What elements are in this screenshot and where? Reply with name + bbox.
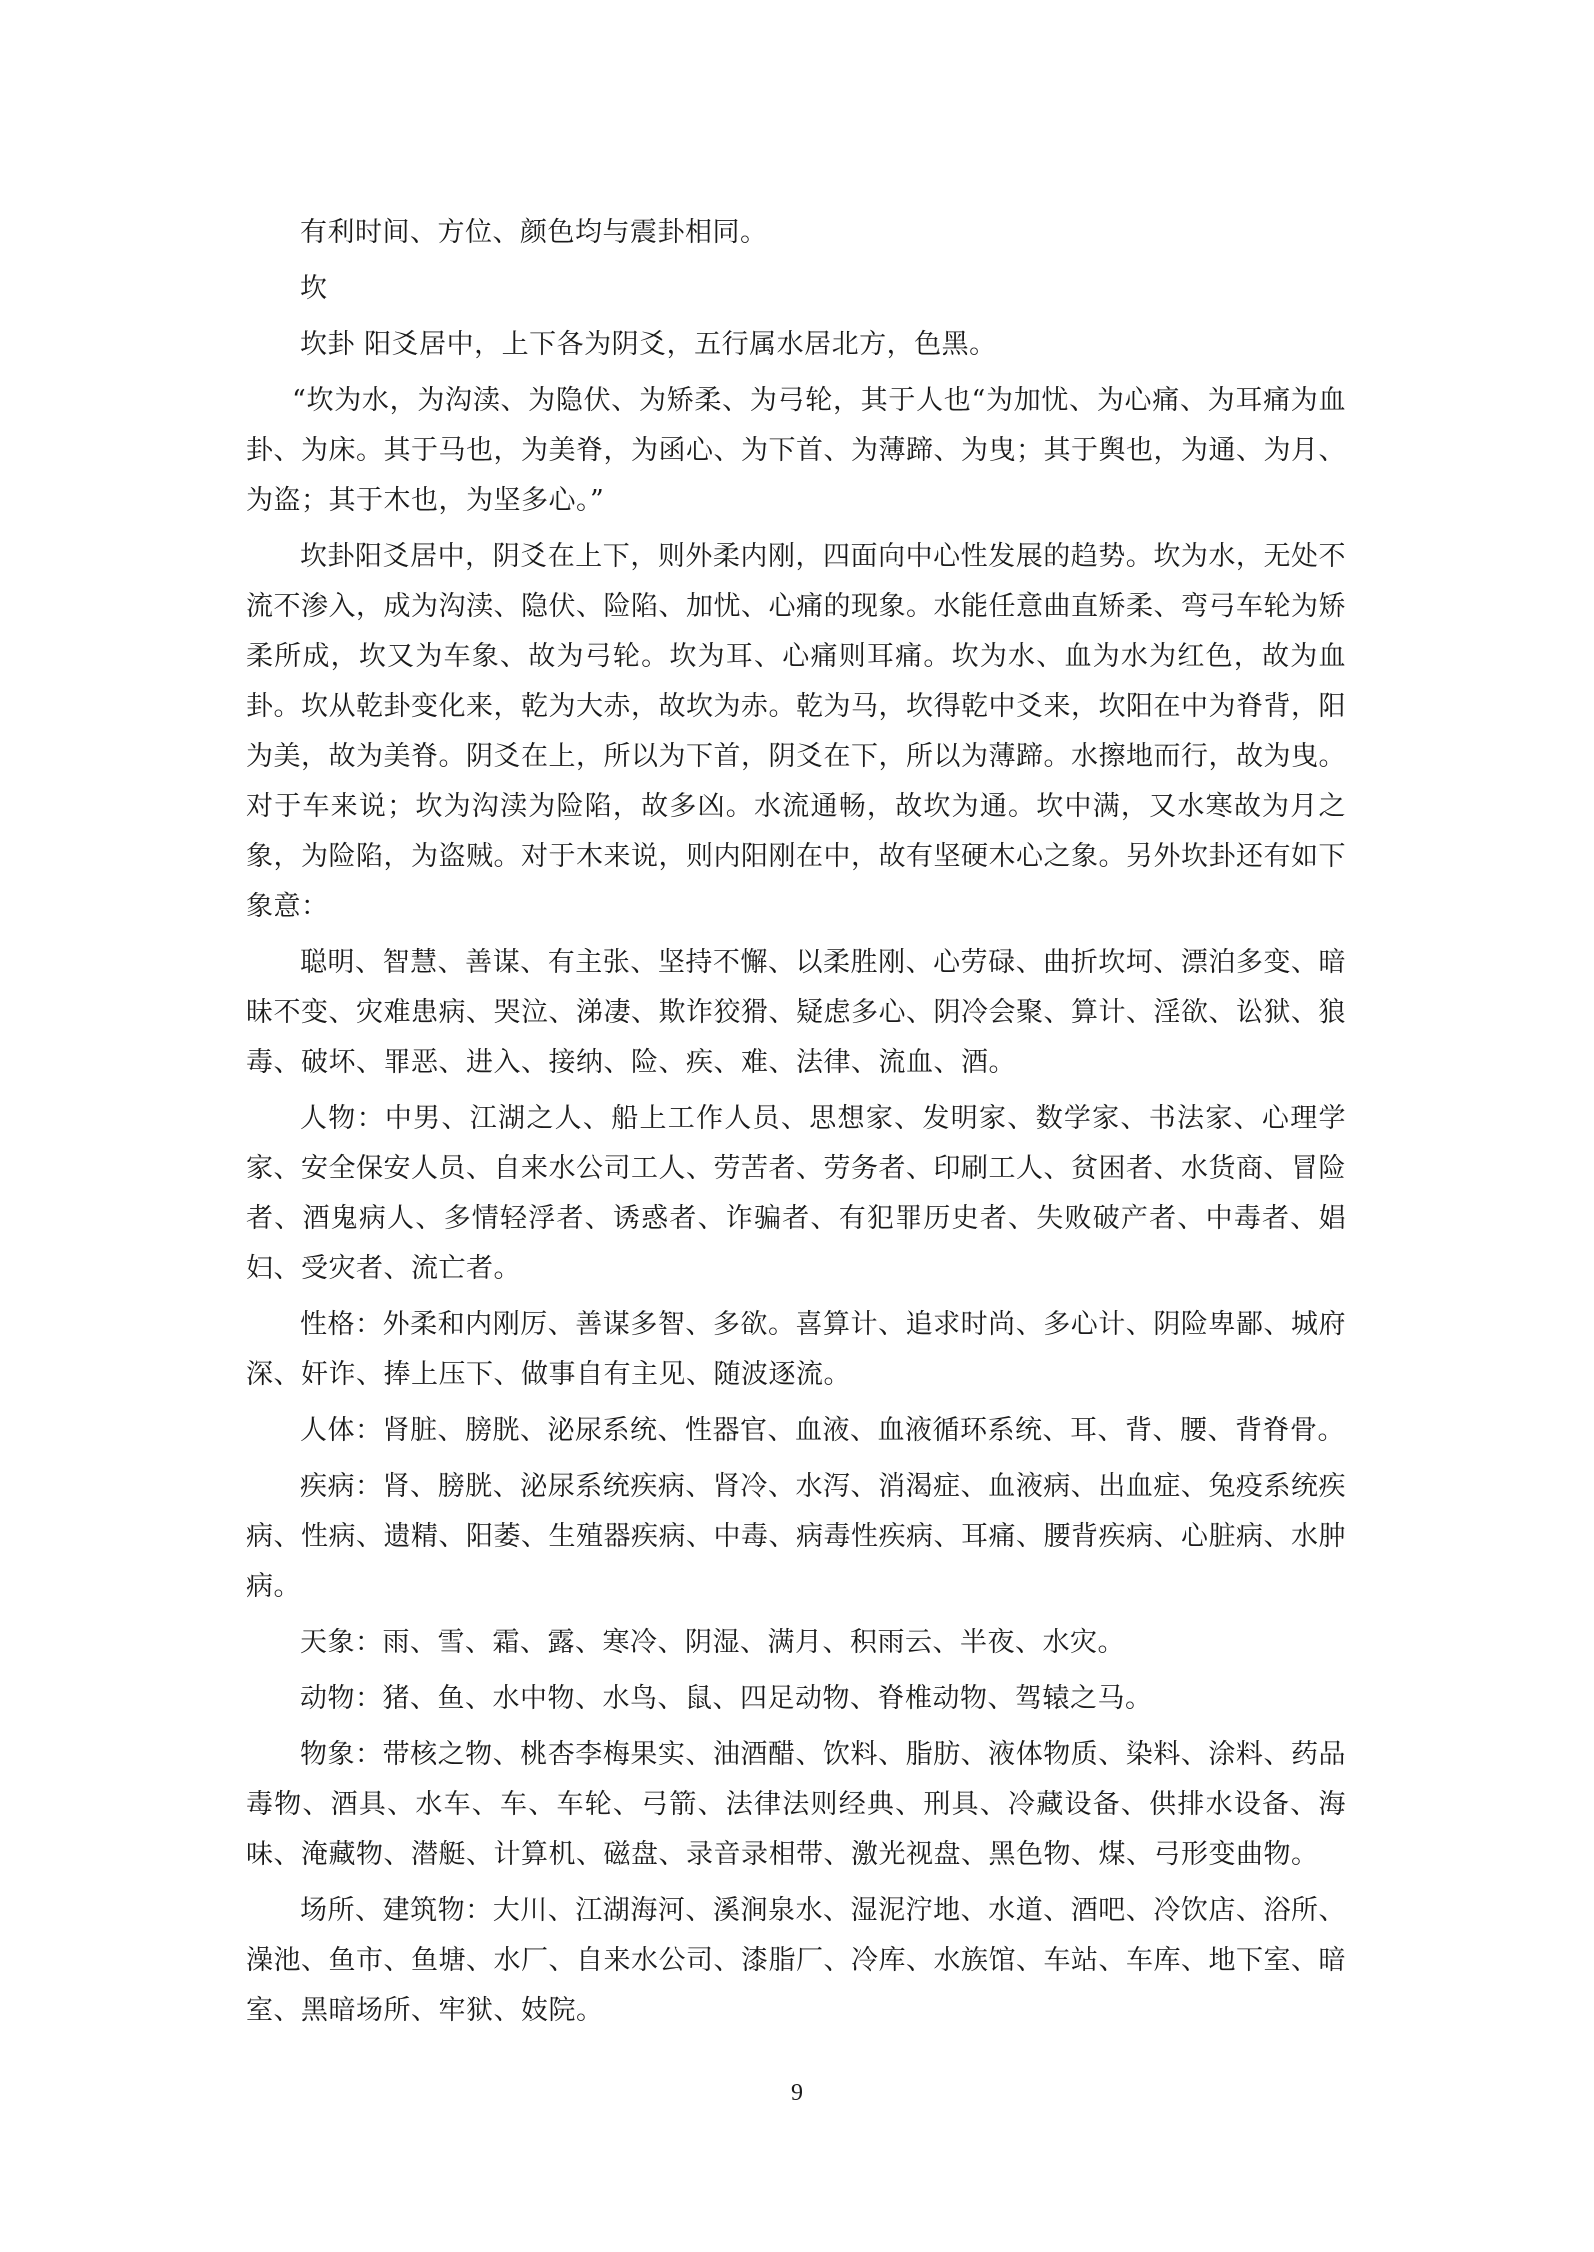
page-number: 9: [791, 2080, 803, 2106]
paragraph-people: 人物：中男、江湖之人、船上工作人员、思想家、发明家、数学家、书法家、心理学家、安全保安人员、自来水公司工人、劳苦者、劳务者、印刷工人、贫困者、水货商、冒险者、酒鬼病人、多情轻浮者、诱惑者、诈骗者、有犯罪历史者、失败破产者、中毒者、娼妇、受灾者、流亡者。: [246, 1103, 1346, 1284]
paragraph-timing: 有利时间、方位、颜色均与震卦相同。: [300, 217, 768, 248]
paragraph-weather: 天象：雨、雪、霜、露、寒冷、阴湿、满月、积雨云、半夜、水灾。: [300, 1627, 1125, 1658]
paragraph-explanation: 坎卦阳爻居中，阴爻在上下，则外柔内刚，四面向中心性发展的趋势。坎为水，无处不流不渗入，成为沟渎、隐伏、险陷、加忧、心痛的现象。水能任意曲直矫柔、弯弓车轮为矫柔所成，坎又为车象、故为弓轮。坎为耳、心痛则耳痛。坎为水、血为水为红色，故为血卦。坎从乾卦变化来，乾为大赤，故坎为赤。乾为马，坎得乾中爻来，坎阳在中为脊背，阳为美，故为美脊。阴爻在上，所以为下首，阴爻在下，所以为薄蹄。水擦地而行，故为曳。对于车来说；坎为沟渎为险陷，故多凶。水流通畅，故坎为通。坎中满，又水寒故为月之象，为险陷，为盗贼。对于木来说，则内阳刚在中，故有坚硬木心之象。另外坎卦还有如下象意：: [246, 541, 1346, 922]
paragraph-places: 场所、建筑物：大川、江湖海河、溪涧泉水、湿泥泞地、水道、酒吧、冷饮店、浴所、澡池、鱼市、鱼塘、水厂、自来水公司、漆脂厂、冷库、水族馆、车站、车库、地下室、暗室、黑暗场所、牢狱、妓院。: [246, 1895, 1346, 2026]
paragraph-classic-quote: “坎为水，为沟渎、为隐伏、为矫柔、为弓轮，其于人也“为加忧、为心痛、为耳痛为血卦、为床。其于马也，为美脊，为函心、为下首、为薄蹄、为曳；其于舆也，为通、为月、为盗；其于木也，为坚多心。”: [246, 385, 1346, 516]
paragraph-meanings: 聪明、智慧、善谋、有主张、坚持不懈、以柔胜刚、心劳碌、曲折坎坷、漂泊多变、暗昧不变、灾难患病、哭泣、涕凄、欺诈狡猾、疑虑多心、阴冷会聚、算计、淫欲、讼狱、狼毒、破坏、罪恶、进入、接纳、险、疾、难、法律、流血、酒。: [246, 947, 1346, 1078]
paragraph-personality: 性格：外柔和内刚厉、善谋多智、多欲。喜算计、追求时尚、多心计、阴险卑鄙、城府深、奸诈、捧上压下、做事自有主见、随波逐流。: [246, 1309, 1346, 1390]
paragraph-body: 人体：肾脏、膀胱、泌尿系统、性器官、血液、血液循环系统、耳、背、腰、背脊骨。: [300, 1415, 1345, 1446]
paragraph-objects: 物象：带核之物、桃杏李梅果实、油酒醋、饮料、脂肪、液体物质、染料、涂料、药品毒物、酒具、水车、车、车轮、弓箭、法律法则经典、刑具、冷藏设备、供排水设备、海味、淹藏物、潜艇、计算机、磁盘、录音录相带、激光视盘、黑色物、煤、弓形变曲物。: [246, 1739, 1346, 1870]
body-text: [246, 208, 1346, 2042]
paragraph-kan-intro: 坎卦 阳爻居中，上下各为阴爻，五行属水居北方，色黑。: [300, 329, 997, 360]
paragraph-diseases: 疾病：肾、膀胱、泌尿系统疾病、肾冷、水泻、消渴症、血液病、出血症、兔疫系统疾病、性病、遗精、阳萎、生殖器疾病、中毒、病毒性疾病、耳痛、腰背疾病、心脏病、水肿病。: [246, 1471, 1346, 1602]
section-heading-kan: 坎: [300, 273, 328, 304]
paragraph-animals: 动物：猪、鱼、水中物、水鸟、鼠、四足动物、脊椎动物、驾辕之马。: [300, 1683, 1153, 1714]
